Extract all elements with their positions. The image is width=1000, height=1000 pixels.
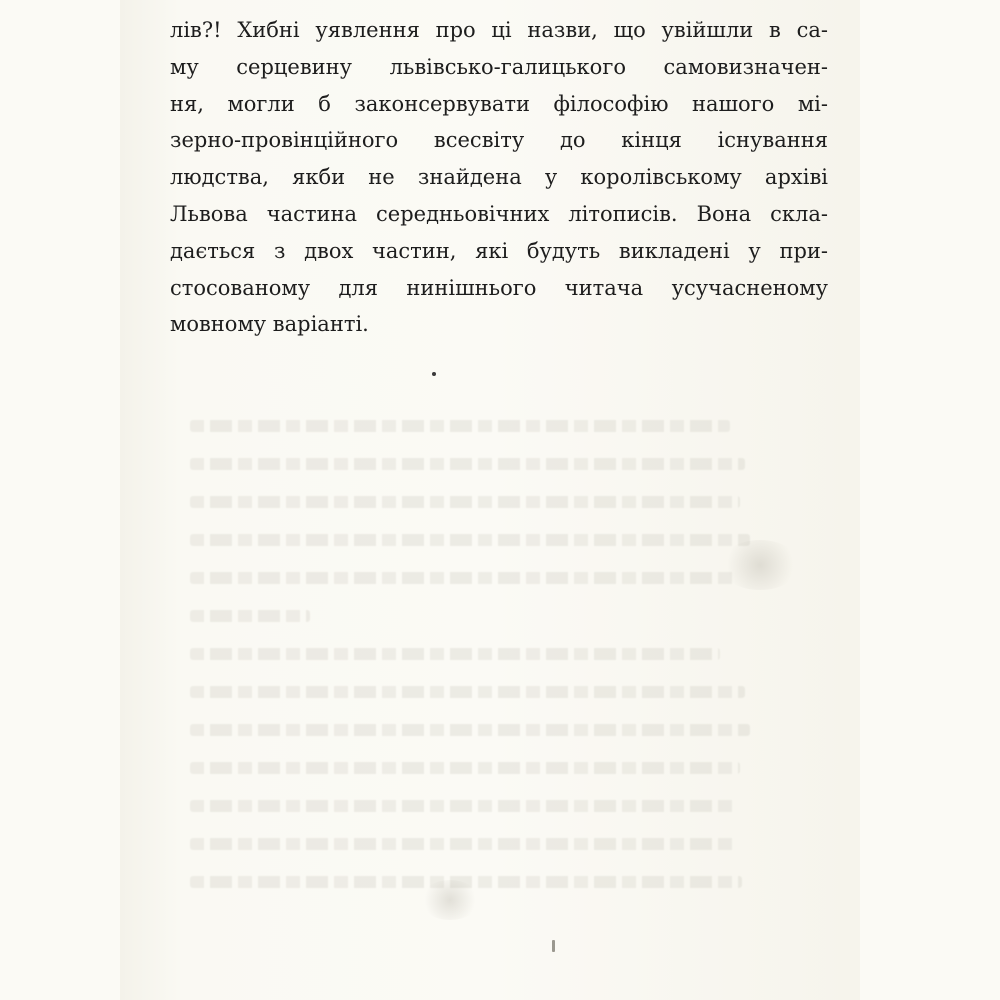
body-text bbox=[170, 12, 828, 343]
text-line: зерно-провінційного всесвіту до кінця існування bbox=[170, 128, 828, 153]
paper-stain bbox=[720, 540, 800, 590]
text-line: му серцевину львівсько-галицького самовизначен- bbox=[170, 54, 828, 79]
paper-stain bbox=[420, 880, 480, 920]
text-line: людства, якби не знайдена у королівському архіві bbox=[170, 165, 828, 190]
ink-speck bbox=[432, 372, 436, 376]
text-line: лів?! Хибні уявлення про ці назви, що увійшли в са- bbox=[170, 18, 828, 42]
show-through-text bbox=[190, 420, 750, 940]
text-line: ня, могли б законсервувати філософію нашого мі- bbox=[170, 91, 828, 116]
text-line: стосованому для нинішнього читача усучасненому bbox=[170, 275, 828, 300]
ink-speck bbox=[552, 940, 555, 952]
text-line: дається з двох частин, які будуть викладені у при- bbox=[170, 238, 828, 263]
text-line: мовному варіанті. bbox=[170, 312, 369, 337]
text-line: Львова частина середньовічних літописів. Вона скла- bbox=[170, 201, 828, 226]
